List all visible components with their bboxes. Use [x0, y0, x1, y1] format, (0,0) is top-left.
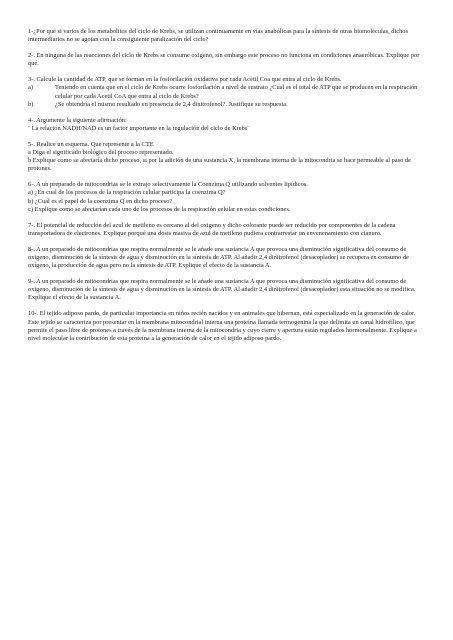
question-quote: ¨ La relación NADH/NAD es un factor importante en la regulación del ciclo de Krebs¨: [28, 124, 250, 132]
question-subitem: c) Explique como se afectarían cada uno de los procesos de la respiración celular en estas condiciones.: [28, 205, 291, 213]
question-text: 4-. Argumente la siguiente afirmación:: [28, 116, 127, 124]
question-1: [28, 28, 427, 44]
question-9: [28, 278, 427, 302]
question-2: [28, 52, 427, 68]
question-text: 8-. A un preparado de mitocondrias que respira normalmente se le añade una sustancia A que provoca una disminución significativa del consumo de oxigeno, disminución de la síntesis de agua y disminución en la síntesis de ATP. Al añadir 2,4 dinitrofenol (desacoplador) se recupera en consumo de oxígeno, la producción de agua pero no la síntesis de ATP. Explique el efecto de la sustancia A.: [28, 245, 409, 270]
question-text: 5-. Realice un esquema. Que represente a la CTE: [28, 140, 154, 148]
item-label: b): [28, 100, 34, 108]
question-subitem: a) ¿En cual de los procesos de la respiración celular participa la coenzima Q?: [28, 189, 226, 197]
question-item: [28, 84, 427, 100]
question-5: [28, 141, 427, 173]
question-item: [28, 101, 427, 109]
question-7: [28, 222, 427, 238]
question-subitem: a Diga el significado biológico del proceso representado.: [28, 149, 174, 157]
question-subitem: b) ¿Cuál es el papel de la coenzima Q en dicho proceso?: [28, 197, 173, 205]
question-3: [28, 76, 427, 108]
question-text: 10-. El tejido adiposo pardo, de particular importancia en niños recién nacidos y en animales que hibernan, está especializado en la generación de calor. Este tejido se caracteriza por presentar en la membrana mitocondrial interna una proteína llamada termogenina la que delimita un canal hidrofílico, que permite el paso libre de protones a través de la membrana interna de la mitocondria y cuyo cierre y apertura están regulados hormonalmente. Explique a nivel molecular la contribución de esta proteína a la generación de calor en el tejido adiposo pardo.: [28, 310, 417, 342]
question-8: [28, 246, 427, 270]
item-text: ¿Se obtendría el mismo resultado en presencia de 2,4 dinitrofenol?. Justifique su respuesta.: [55, 100, 288, 108]
question-text: 7-. El potencial de reducción del azul de metileno es cercano al del oxigeno y dicho colorante puede ser reducido por componentes de la cadena transportadora de electrones. Explique porqué una dosis masiva de azul de metileno pudiera contrarrestar un envenenamiento con cianuro.: [28, 221, 396, 237]
question-6: [28, 181, 427, 213]
item-label: a): [28, 84, 33, 92]
question-text: 1-¿Por qué si varios de los metabolitos del ciclo de Krebs, se utilizan continuamente en vías anabólicas para la síntesis de otras biomoléculas, dichos intermediarios no se agotan con la consiguiente paralización del ciclo?: [28, 28, 408, 44]
item-text: Teniendo en cuenta que en el ciclo de Krebs ocurre fosforilación a nivel de sustrato ¿Cual es el total de ATP que se producen en la respiración celular por cada Acetil CoA que entra al ciclo de Krebs?: [55, 84, 418, 100]
question-10: [28, 310, 427, 342]
question-subitem: b Explique como se afectaría dicho proceso, si por la adición de una sustancia X, la membrana interna de la mitocondria se hace permeable al paso de protones.: [28, 157, 411, 173]
question-text: 3-. Calcule la cantidad de ATP, que se forman en la fosforilación oxidativa por cada Acetil Coa que entra al ciclo de Krebs.: [28, 76, 342, 84]
question-text: 6-. A un preparado de mitocondrias se le extrajo selectivamente la Coenzima Q utilizando solventes lipídicos.: [28, 181, 308, 189]
question-text: 2-. En ninguna de las reacciones del ciclo de Krebs se consume oxigeno, sin embargo este proceso no funciona en condiciones anaeróbicas. Explique por qué.: [28, 52, 420, 68]
question-4: [28, 117, 427, 133]
question-text: 9-. A un preparado de mitocondrias que respira normalmente se le añade una sustancia A que provoca una disminución significativa del consumo de oxigeno, disminución de la síntesis de agua y disminución en la síntesis de ATP. Al añadir 2,4 dinitrofenol (desacoplador) esta situación no se modifica. Explique el efecto de la sustancia A.: [28, 278, 416, 302]
